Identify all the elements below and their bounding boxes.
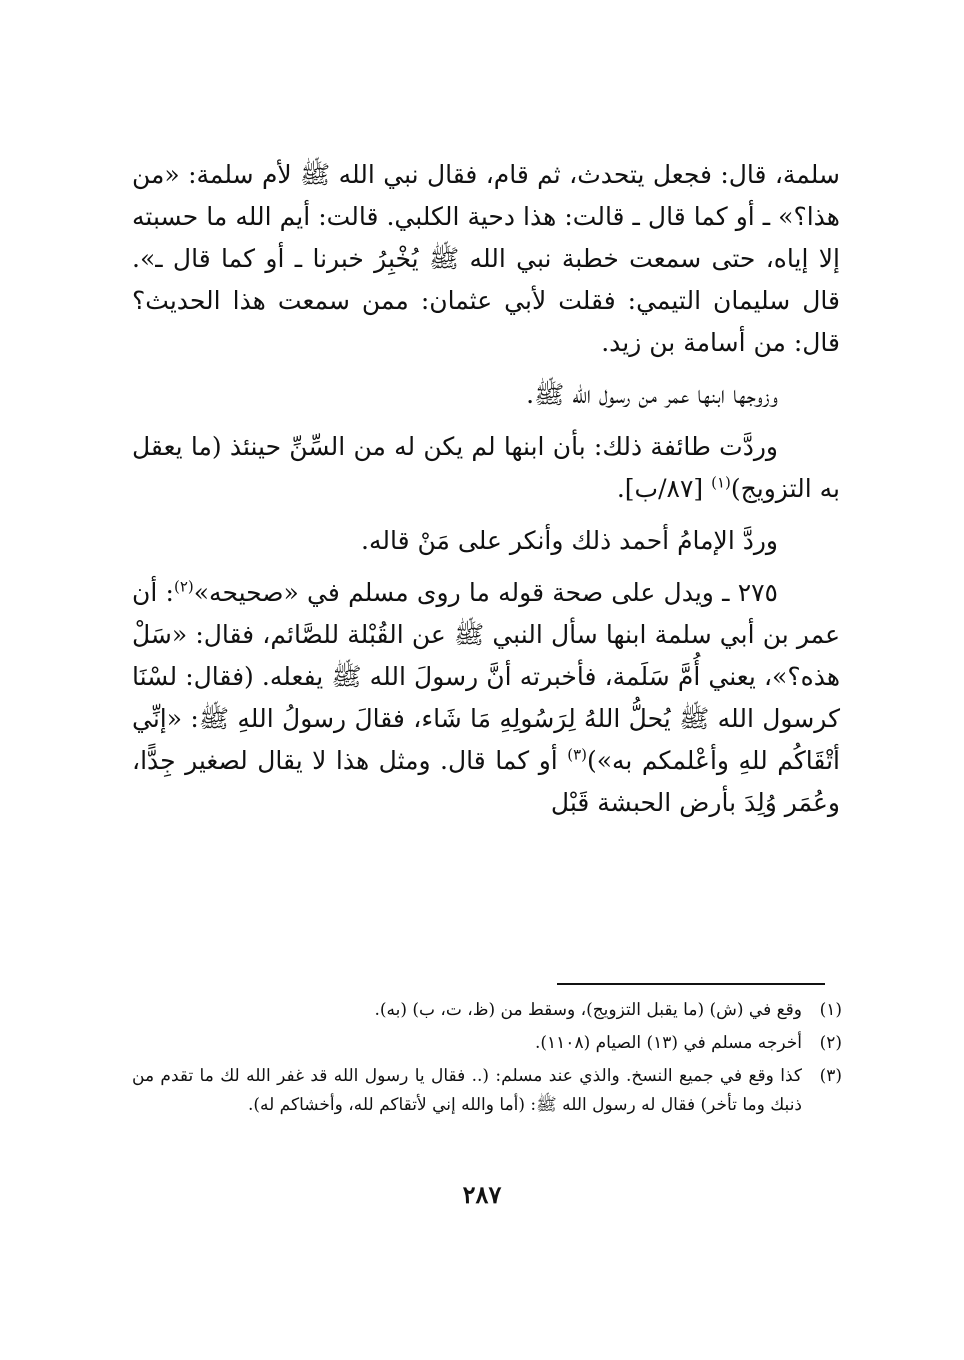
page-number: ٢٨٧ <box>462 1180 502 1209</box>
paragraph-5-text-b: : أن عمر بن أبي سلمة ابنها سأل النبي ﷺ عن القُبْلة للصَّائم، فقال: «سَلْ هذه؟»، يعني أُمَّ سَلَمة، فأخبرته أنَّ رسولَ الله ﷺ يفعله. (فقال: لسْنَا كرسول الله ﷺ يُحلُّ اللهُ لِرَسُولِهِ مَا شَاء، فقالَ رسولُ اللهِ ﷺ: «إنِّي أتْقَاكُم للهِ وأعْلمكم به») <box>132 578 840 775</box>
footnote-separator <box>557 983 825 985</box>
paragraph-3-text: وردَّت طائفة ذلك: بأن ابنها لم يكن له من السِّنِّ حينئذ (ما يعقل به التزويج) <box>132 432 840 503</box>
footnote-text: وقع في (ش) (ما يقبل التزويج)، وسقط من (ظ، ت، ب) (به). <box>374 1000 802 1020</box>
main-text <box>132 154 840 824</box>
paragraph-1: سلمة، قال: فجعل يتحدث، ثم قام، فقال نبي الله ﷺ لأم سلمة: «من هذا؟» ـ أو كما قال ـ قالت: هذا دحية الكلبي. قالت: أيم الله ما حسبته إلا إياه، حتى سمعت خطبة نبي الله ﷺ يُخْبِرُ خبرنا ـ أو كما قال ـ». قال سليمان التيمي: فقلت لأبي عثمان: ممن سمعت هذا الحديث؟ قال: من أسامة بن زيد. <box>132 160 840 357</box>
footnote-number: (٣) <box>819 1066 842 1086</box>
footnote-ref-3: (٣) <box>567 745 587 764</box>
paragraph-3 <box>132 426 840 510</box>
footnote-text: أخرجه مسلم في (١٣) الصيام (١١٠٨). <box>535 1033 802 1053</box>
paragraph-2: وزوجها ابنها عمر من رسول الله ﷺ. <box>526 380 778 409</box>
footnote-ref-1: (١) <box>711 473 731 492</box>
paragraph-5-text-a: ٢٧٥ ـ ويدل على صحة قوله ما روى مسلم في «صحيحه» <box>193 578 778 607</box>
paragraph-4: وردَّ الإمامُ أحمد ذلك وأنكر على مَنْ قاله. <box>361 526 778 555</box>
paragraph-5 <box>132 572 840 824</box>
footnote-1 <box>132 996 842 1025</box>
paragraph-5-text-c: أو كما قال. ومثل هذا لا يقال لصغير جِدًّا، وعُمَر وُلِدَ بأرض الحبشة قَبْل <box>132 746 840 817</box>
footnotes <box>132 996 842 1124</box>
footnote-number: (٢) <box>819 1033 842 1053</box>
footnote-2 <box>132 1029 842 1058</box>
footnote-number: (١) <box>819 1000 842 1020</box>
footnote-text: كذا وقع في جميع النسخ. والذي عند مسلم: (.. فقال يا رسول الله قد غفر الله لك ما تقدم من ذنبك وما تأخر) فقال له رسول الله ﷺ: (أما والله إني لأتقاكم لله، وأخشاكم له). <box>132 1066 802 1115</box>
paragraph-3-tail: [٨٧/ب]. <box>616 474 712 503</box>
footnote-ref-2: (٢) <box>173 577 194 596</box>
footnote-3 <box>132 1062 842 1120</box>
